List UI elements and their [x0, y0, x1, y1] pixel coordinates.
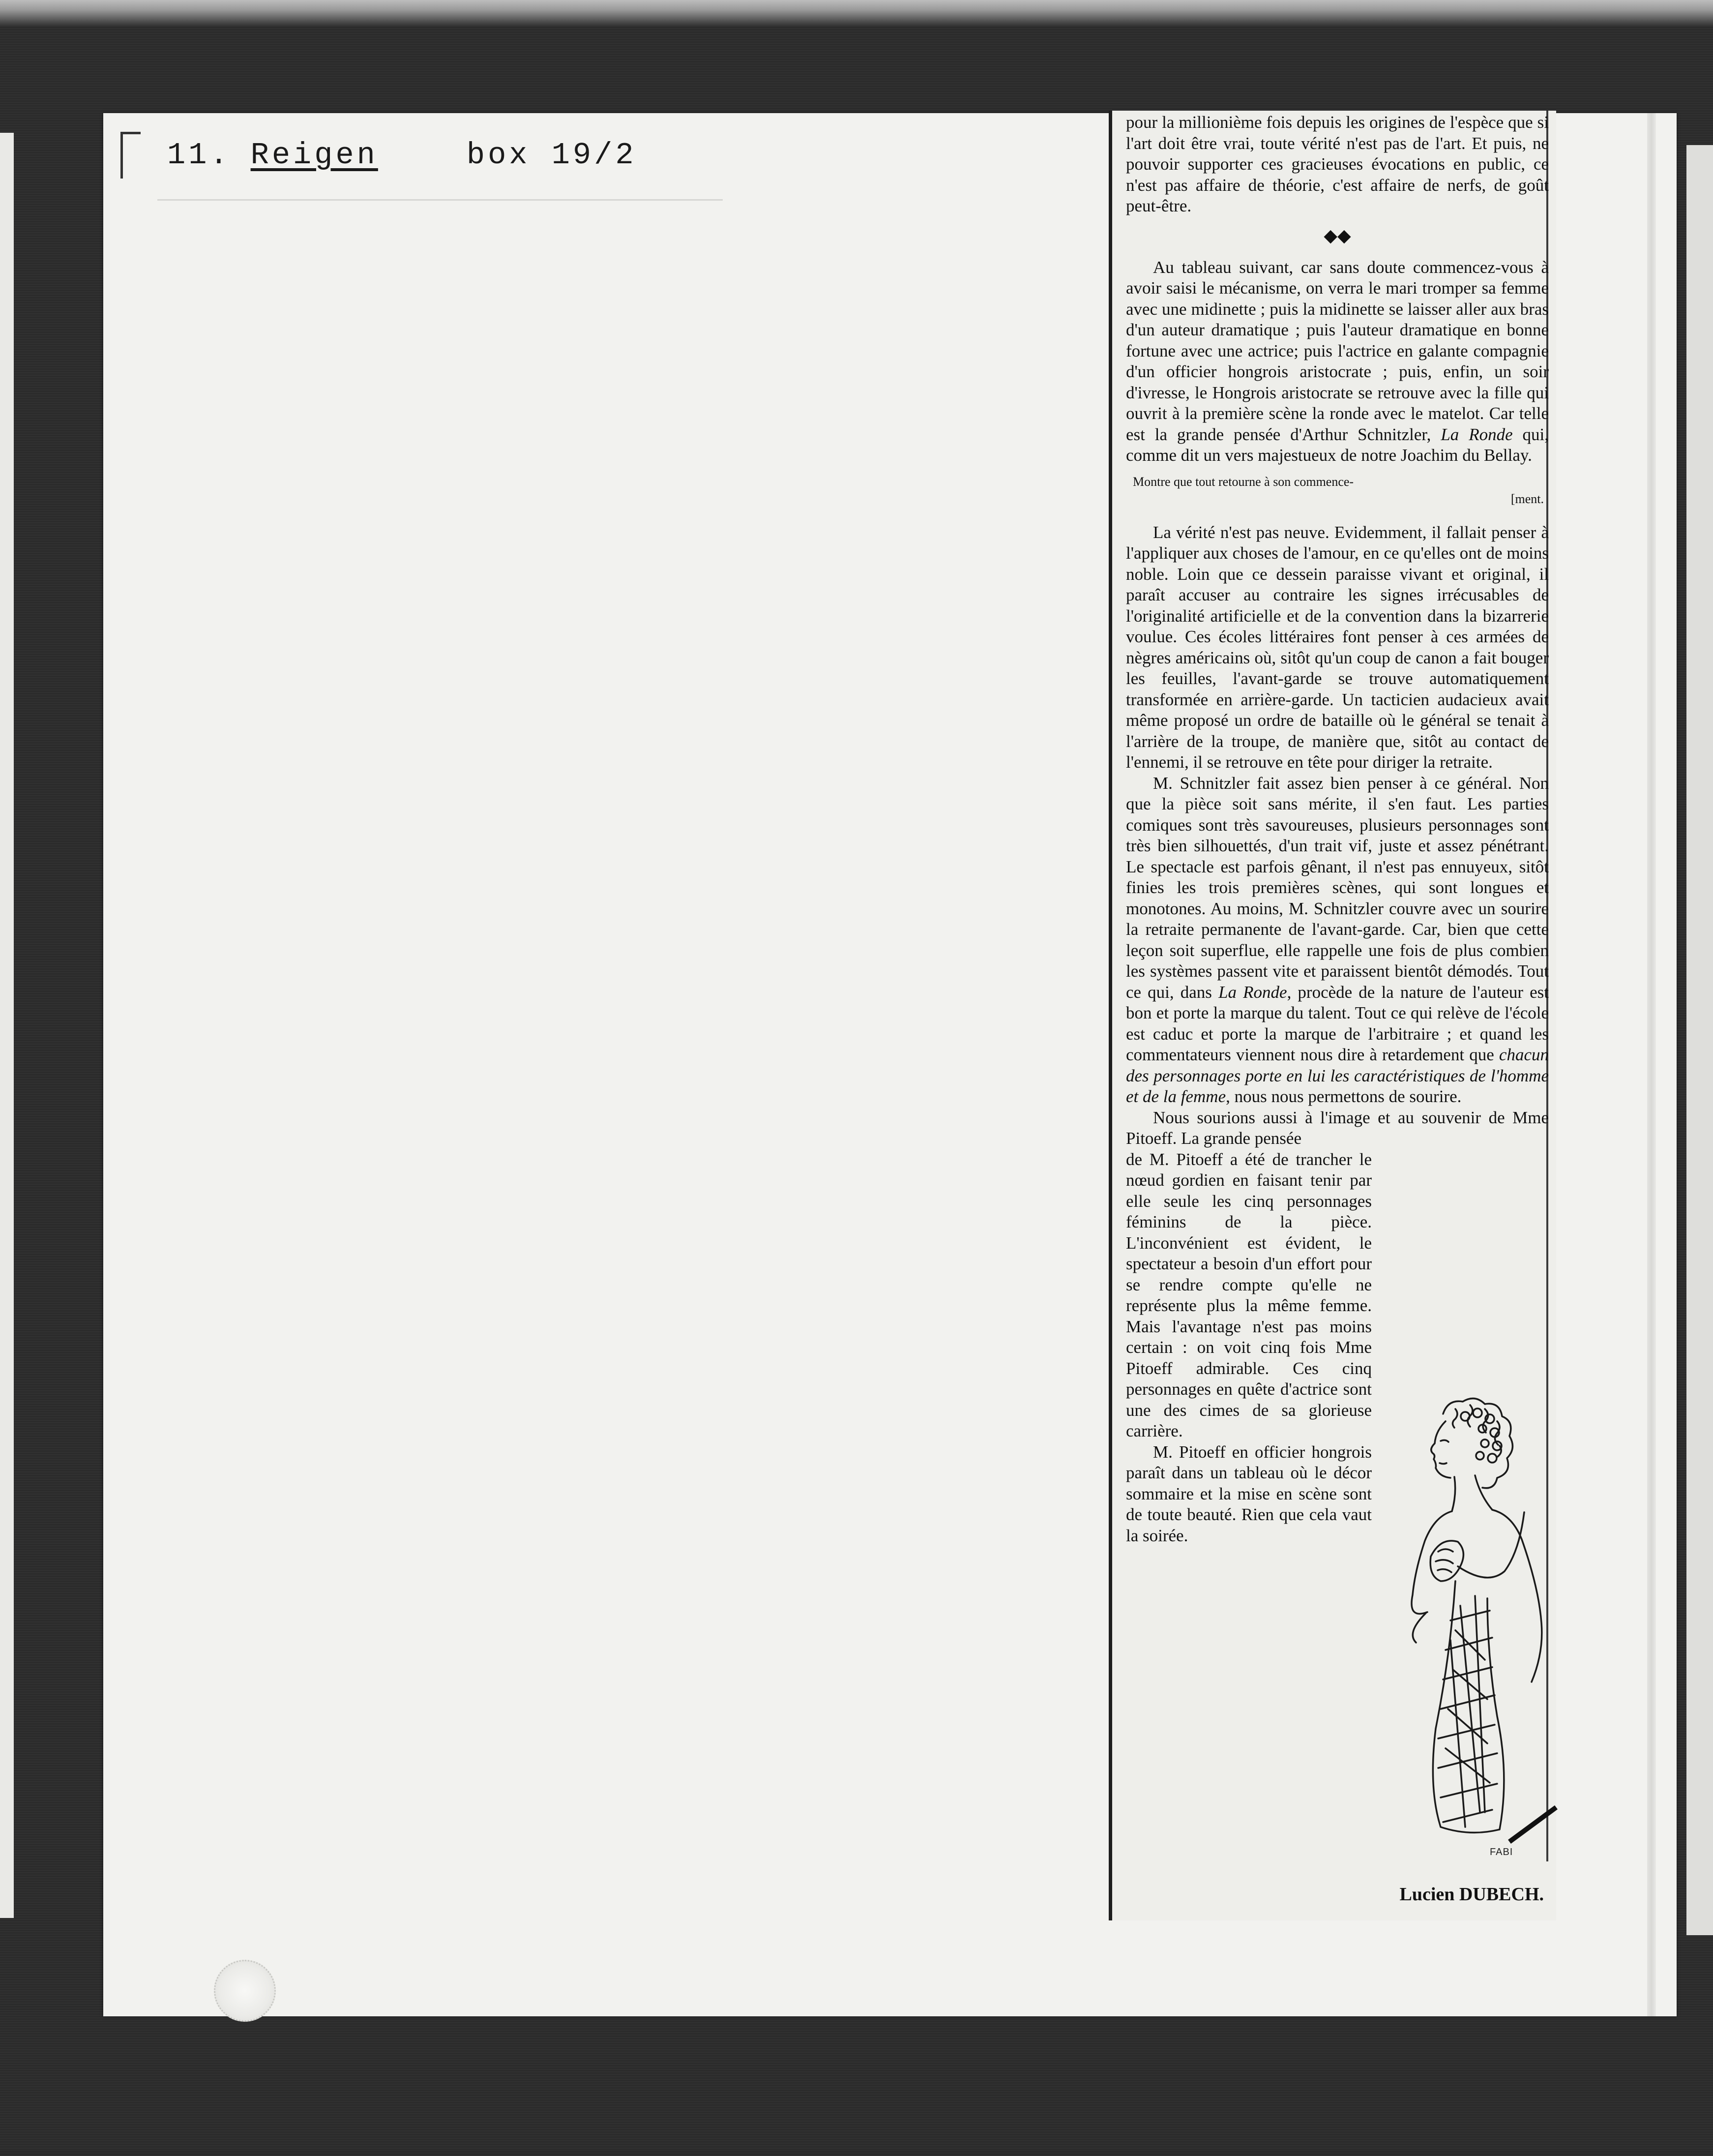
box-label: box 19/2 [466, 138, 637, 173]
sheet-fold [1647, 113, 1656, 2016]
quoted-verse: Montre que tout retourne à son commence- [1133, 474, 1354, 489]
embossed-seal-icon [214, 1960, 276, 2022]
paragraph-1-text: Au tableau suivant, car sans doute commencez-vous à avoir saisi le mécanisme, on verra le mari tromper sa femme avec une midinette ; puis la midinette se laisser aller aux bras d'un auteur dramatique ; puis l'auteur dramatique en bonne fortune avec une actrice; puis l'actrice en galante compagnie d'un officier hongrois aristocrate ; puis, enfin, un soir d'ivresse, le Hongrois aristocrate se retrouve avec la fille qui ouvrit à la première scène la ronde avec le matelot. Car telle est la grande pensée d'Arthur Schnitzler, [1126, 257, 1549, 444]
article-paragraph-3 [1126, 773, 1549, 1108]
paragraph-3-play-title: La Ronde [1218, 982, 1287, 1002]
paragraph-3-text-b: , procède de la nature de l'auteur est bon et porte la marque du talent. Tout ce qui relève de l'école est caduc et porte la marque de l'arbitraire ; et quand les commentateurs viennent nous dire à retardement que [1126, 982, 1549, 1064]
adjacent-page-left [0, 133, 14, 1918]
section-ornament-icon: ◆◆ [1324, 225, 1351, 245]
paragraph-1-end: qui, comme dit un vers majestueux de notre Joachim du Bellay. [1126, 424, 1549, 465]
article-opening-fragment: pour la millionième fois depuis les origines de l'espèce que si l'art doit être vrai, toute vérité n'est pas de l'art. Et puis, ne pouvoir supporter ces gracieuses évocations en public, ce n'est pas affaire de théorie, c'est affaire de nerfs, de goût peut-être. [1126, 113, 1549, 215]
paragraph-1-play-title: La Ronde [1441, 424, 1513, 444]
quoted-verse-end: [ment. [1510, 491, 1544, 506]
paragraph-3-text-c: , nous nous permettons de sourire. [1226, 1087, 1462, 1106]
archive-header [167, 138, 637, 182]
header-rule [157, 199, 723, 201]
adjacent-page-right [1686, 145, 1713, 1935]
article-byline: Lucien DUBECH. [1399, 1884, 1544, 1905]
caricature-illustration [1396, 1394, 1559, 1857]
article-paragraph-4-narrow: de M. Pitoeff a été de trancher le nœud gordien en faisant tenir par elle seule les cinq personnages féminins de la pièce. L'inconvénient est évident, le spectateur a besoin d'un effort pour se rendre compte qu'elle ne représente plus la même femme. Mais l'avantage n'est pas moins certain : on voit cinq fois Mme Pitoeff admirable. Ces cinq personnages en quête d'actrice sont une des cimes de sa glorieuse carrière. [1126, 1149, 1372, 1440]
article-paragraph-5: M. Pitoeff en officier hongrois paraît dans un tableau où le décor sommaire et la mise en scène sont de toute beauté. Rien que cela vaut la soirée. [1126, 1442, 1372, 1545]
article-paragraph-4-wide: Nous sourions aussi à l'image et au souvenir de Mme Pitoeff. La grande pensée [1126, 1108, 1549, 1148]
folder-title: Reigen [250, 138, 378, 173]
folder-number: 11. [167, 138, 231, 173]
caricature-drawing-icon [1396, 1394, 1559, 1857]
paragraph-3-quote: chacun des personnages porte en lui les caractéristiques de l'homme et de la femme [1126, 1045, 1549, 1106]
scanner-top-edge [0, 0, 1713, 27]
corner-bracket-mark [120, 132, 141, 179]
article-paragraph-1 [1126, 257, 1549, 466]
illustrator-signature: FABI [1490, 1847, 1513, 1857]
clipping-column-rule-left [1109, 111, 1112, 1920]
article-paragraph-2: La vérité n'est pas neuve. Evidemment, il fallait penser à l'appliquer aux choses de l'amour, en ce qu'elles ont de moins noble. Loin que ce dessein paraisse vivant et original, il paraît accuser au contraire les signes irrécusables de l'originalité artificielle et de la convention dans la bizarrerie voulue. Ces écoles littéraires font penser à ces armées de nègres américains où, sitôt qu'un coup de canon a fait bouger les feuilles, l'avant-garde se trouve automatiquement transformée en arrière-garde. Un tacticien audacieux avait même proposé un ordre de bataille où le général se tenait à l'arrière de la troupe, de manière que, sitôt au contact de l'ennemi, il se retrouve en tête pour diriger la retraite. [1126, 522, 1549, 772]
paragraph-3-text-a: M. Schnitzler fait assez bien penser à ce général. Non que la pièce soit sans mérite, il s'en faut. Les parties comiques sont très savoureuses, plusieurs personnages sont très bien silhouettés, d'un trait vif, juste et assez pénétrant. Le spectacle est parfois gênant, il n'est pas ennuyeux, sitôt finies les trois premières scènes, qui sont longues et monotones. Au moins, M. Schnitzler couvre avec un sourire la retraite permanente de l'avant-garde. Car, bien que cette leçon soit superflue, elle rappelle une fois de plus combien les systèmes passent vite et paraissent bientôt démodés. Tout ce qui, dans [1126, 773, 1549, 1002]
